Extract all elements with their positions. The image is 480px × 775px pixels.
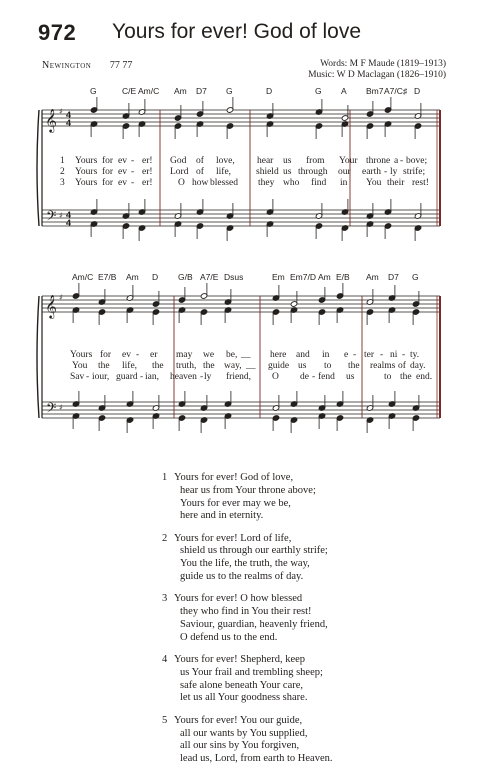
lyric-syllable: from bbox=[306, 156, 325, 166]
chord-symbol: A7/C♯ bbox=[384, 86, 408, 96]
verse-line: You the life, the truth, the way, bbox=[180, 558, 310, 570]
hymn-title: Yours for ever! God of love bbox=[112, 20, 362, 43]
verse-line: guide us to the realms of day. bbox=[180, 571, 304, 583]
brace bbox=[37, 110, 39, 226]
lyric-syllable: - bbox=[400, 156, 404, 166]
lyric-syllable: er! bbox=[142, 178, 153, 188]
lyric-syllable: in bbox=[340, 178, 348, 188]
chord-symbol: Am bbox=[366, 272, 379, 282]
lyric-syllable: - bbox=[200, 372, 204, 382]
chord-symbol: E7/B bbox=[98, 272, 117, 282]
verse-2 bbox=[162, 533, 333, 584]
lyric-syllable: Yours bbox=[75, 178, 98, 188]
chord-symbol: D bbox=[414, 86, 421, 96]
verse-number: 2 bbox=[60, 167, 65, 177]
verses-text bbox=[162, 472, 333, 775]
verse-line: hear us from Your throne above; bbox=[180, 484, 316, 496]
lyric-syllable: Sav bbox=[70, 372, 85, 382]
verse-line: all our wants by You supplied, bbox=[180, 727, 308, 739]
lyric-syllable: ni bbox=[390, 350, 398, 360]
lyric-syllable: the bbox=[152, 361, 164, 371]
lyric-syllable: hear bbox=[257, 156, 274, 166]
sharp-icon: ♯ bbox=[59, 107, 63, 116]
lyric-syllable: - bbox=[312, 372, 316, 382]
lyric-syllable: er bbox=[150, 350, 158, 360]
lyric-syllable: er! bbox=[142, 156, 153, 166]
lyric-syllable: who bbox=[283, 178, 300, 188]
verse-line: shield us through our earthly strife; bbox=[180, 545, 328, 557]
lyric-syllable: strife; bbox=[403, 167, 426, 177]
lyric-syllable: and bbox=[296, 350, 310, 360]
lyric-syllable: us bbox=[298, 361, 307, 371]
lyric-syllable: may bbox=[176, 350, 193, 360]
lyric-syllable: realms bbox=[370, 361, 396, 371]
lyric-syllable: find bbox=[311, 178, 327, 188]
verse-number: 4 bbox=[162, 654, 168, 666]
lyric-syllable: for bbox=[102, 167, 114, 177]
bass-clef-icon: 𝄢 bbox=[46, 208, 57, 227]
lyric-syllable: ly bbox=[204, 372, 212, 382]
lyric-syllable: ev bbox=[118, 167, 127, 177]
treble-clef-icon: 𝄞 bbox=[45, 294, 57, 318]
lyric-syllable: blessed bbox=[210, 178, 238, 188]
chord-symbol: A bbox=[341, 86, 347, 96]
lyric-syllable: - bbox=[402, 350, 406, 360]
verse-line: lead us, Lord, from earth to Heaven. bbox=[180, 753, 333, 765]
chord-symbol: Am/C bbox=[138, 86, 160, 96]
verse-line: O defend us to the end. bbox=[180, 631, 278, 643]
verse-line: they who find in You their rest! bbox=[180, 606, 312, 618]
lyric-syllable: __ bbox=[241, 350, 251, 360]
lyric-syllable: ian, bbox=[145, 372, 159, 382]
lyric-syllable: heaven bbox=[170, 372, 197, 382]
lyric-syllable: bove; bbox=[406, 156, 428, 166]
chord-symbol: Am bbox=[126, 272, 139, 282]
lyric-syllable: - bbox=[131, 167, 135, 177]
lyric-syllable: iour, bbox=[92, 372, 110, 382]
hymn-number: 972 bbox=[38, 20, 77, 45]
lyric-syllable: Your bbox=[339, 156, 358, 166]
brace bbox=[37, 296, 39, 418]
lyric-syllable: ev bbox=[118, 178, 127, 188]
lyric-syllable: - bbox=[131, 178, 135, 188]
lyric-syllable: life, bbox=[122, 361, 138, 371]
meter: 77 77 bbox=[109, 60, 133, 71]
lyric-syllable: - bbox=[86, 372, 90, 382]
verse-3 bbox=[162, 593, 333, 644]
lyric-syllable: You bbox=[366, 178, 382, 188]
lyric-syllable: - bbox=[131, 156, 135, 166]
verse-line: Saviour, guardian, heavenly friend, bbox=[180, 618, 328, 630]
lyric-syllable: of bbox=[196, 156, 204, 166]
words-credit: Words: M F Maude (1819–1913) bbox=[320, 59, 446, 69]
verse-line: Yours for ever! O how blessed bbox=[174, 593, 303, 605]
lyric-syllable: through bbox=[298, 167, 328, 177]
lyric-syllable: guide bbox=[268, 361, 290, 371]
lyric-syllable: Yours bbox=[75, 156, 98, 166]
lyric-syllable: love, bbox=[216, 156, 235, 166]
lyric-syllable: life, bbox=[216, 167, 232, 177]
lyric-syllable: - bbox=[353, 350, 357, 360]
lyric-syllable: e bbox=[344, 350, 349, 360]
music-credit: Music: W D Maclagan (1826–1910) bbox=[308, 70, 446, 80]
lyric-syllable: a bbox=[394, 156, 399, 166]
chord-symbol: Am bbox=[174, 86, 187, 96]
verse-4 bbox=[162, 654, 333, 705]
verse-line: let us all Your goodness share. bbox=[180, 692, 308, 704]
lyric-syllable: - bbox=[136, 350, 140, 360]
chord-symbol: D bbox=[152, 272, 159, 282]
lyric-syllable: ev bbox=[122, 350, 131, 360]
lyric-syllable: we bbox=[203, 350, 215, 360]
lyric-syllable: our bbox=[338, 167, 351, 177]
chord-symbol: Em bbox=[272, 272, 285, 282]
bass-clef-icon: 𝄢 bbox=[46, 400, 57, 419]
sharp-icon: ♯ bbox=[59, 211, 63, 220]
chord-symbol: Em7/D bbox=[290, 272, 316, 282]
lyric-syllable: to bbox=[324, 361, 332, 371]
lyric-syllable: __ bbox=[246, 361, 256, 371]
lyric-syllable: throne bbox=[366, 156, 391, 166]
lyric-syllable: - bbox=[380, 350, 384, 360]
lyric-syllable: God bbox=[170, 156, 187, 166]
lyric-syllable: O bbox=[272, 372, 279, 382]
time-signature: 4 bbox=[66, 210, 72, 220]
verse-5 bbox=[162, 715, 333, 766]
lyric-syllable: fend bbox=[318, 372, 335, 382]
verse-number: 3 bbox=[162, 593, 168, 605]
lyric-syllable: to bbox=[384, 372, 392, 382]
lyric-syllable: the bbox=[203, 361, 215, 371]
chord-symbol: D7 bbox=[196, 86, 207, 96]
verse-line: here and in eternity. bbox=[180, 510, 264, 522]
lyric-syllable: their bbox=[387, 178, 405, 188]
verse-number: 2 bbox=[162, 532, 168, 544]
chord-symbol: Bm7 bbox=[366, 86, 384, 96]
chord-symbol: G bbox=[315, 86, 322, 96]
chord-symbol: G bbox=[226, 86, 233, 96]
lyric-syllable: of bbox=[398, 361, 406, 371]
chord-symbol: Am/C bbox=[72, 272, 94, 282]
verse-line: Yours for ever! Lord of life, bbox=[174, 532, 292, 544]
chord-symbol: A7/E bbox=[200, 272, 219, 282]
verse-number: 1 bbox=[60, 156, 65, 166]
lyric-syllable: us bbox=[283, 156, 292, 166]
lyric-syllable: way, bbox=[224, 361, 242, 371]
verse-line: all our sins by You forgiven, bbox=[180, 740, 300, 752]
lyric-syllable: Yours bbox=[70, 350, 93, 360]
treble-clef-icon: 𝄞 bbox=[45, 108, 57, 132]
lyric-syllable: ter bbox=[364, 350, 375, 360]
lyric-syllable: O bbox=[178, 178, 185, 188]
chord-symbol: G/B bbox=[178, 272, 193, 282]
verse-line: Yours for ever! Shepherd, keep bbox=[174, 654, 306, 666]
verse-line: Yours for ever! You our guide, bbox=[174, 714, 303, 726]
verse-line: Yours for ever! God of love, bbox=[174, 472, 294, 483]
lyric-syllable: friend, bbox=[226, 372, 252, 382]
verse-line: us Your frail and trembling sheep; bbox=[180, 666, 323, 678]
lyric-syllable: of bbox=[196, 167, 204, 177]
lyric-syllable: ty. bbox=[410, 350, 420, 360]
sharp-icon: ♯ bbox=[59, 403, 63, 412]
lyric-syllable: er! bbox=[142, 167, 153, 177]
lyric-syllable: us bbox=[283, 167, 292, 177]
time-signature: 4 bbox=[66, 118, 72, 128]
lyric-syllable: the bbox=[98, 361, 110, 371]
chord-symbol: G bbox=[90, 86, 97, 96]
verse-line: safe alone beneath Your care, bbox=[180, 679, 304, 691]
tune-name: Newington bbox=[42, 60, 92, 71]
lyric-syllable: You bbox=[72, 361, 88, 371]
lyric-syllable: here bbox=[270, 350, 287, 360]
verse-1 bbox=[162, 472, 333, 523]
lyric-syllable: end. bbox=[416, 372, 433, 382]
chord-symbol: E/B bbox=[336, 272, 350, 282]
chord-symbol: D bbox=[266, 86, 273, 96]
lyric-syllable: rest! bbox=[412, 178, 429, 188]
lyric-syllable: guard bbox=[116, 372, 138, 382]
lyric-syllable: day. bbox=[410, 361, 426, 371]
lyric-syllable: in bbox=[322, 350, 330, 360]
lyric-syllable: be, bbox=[226, 350, 238, 360]
lyric-syllable: Lord bbox=[170, 167, 189, 177]
lyric-syllable: de bbox=[300, 372, 309, 382]
verse-number: 5 bbox=[162, 714, 168, 726]
chord-symbol: G bbox=[412, 272, 419, 282]
verse-number: 3 bbox=[60, 178, 65, 188]
lyric-syllable: they bbox=[258, 178, 275, 188]
lyric-syllable: ev bbox=[118, 156, 127, 166]
lyric-syllable: for bbox=[102, 178, 114, 188]
chord-symbol: Am bbox=[318, 272, 331, 282]
chord-symbol: D7 bbox=[388, 272, 399, 282]
time-signature: 4 bbox=[66, 218, 72, 228]
lyric-syllable: for bbox=[100, 350, 112, 360]
sharp-icon: ♯ bbox=[59, 293, 63, 302]
lyric-syllable: truth, bbox=[176, 361, 197, 371]
lyric-syllable: the bbox=[348, 361, 360, 371]
verse-number: 1 bbox=[162, 472, 168, 483]
lyric-syllable: for bbox=[102, 156, 114, 166]
lyric-syllable: shield bbox=[256, 167, 279, 177]
chord-symbol: C/E bbox=[122, 86, 137, 96]
lyric-syllable: ly bbox=[390, 167, 398, 177]
lyric-syllable: earth bbox=[362, 167, 381, 177]
time-signature: 4 bbox=[66, 110, 72, 120]
lyric-syllable: the bbox=[400, 372, 412, 382]
lyric-syllable: how bbox=[192, 178, 209, 188]
lyric-syllable: Yours bbox=[75, 167, 98, 177]
lyric-syllable: - bbox=[140, 372, 144, 382]
chord-symbol: Dsus bbox=[224, 272, 244, 282]
lyric-syllable: - bbox=[384, 167, 388, 177]
verse-line: Yours for ever may we be, bbox=[180, 497, 291, 509]
lyric-syllable: us bbox=[346, 372, 355, 382]
